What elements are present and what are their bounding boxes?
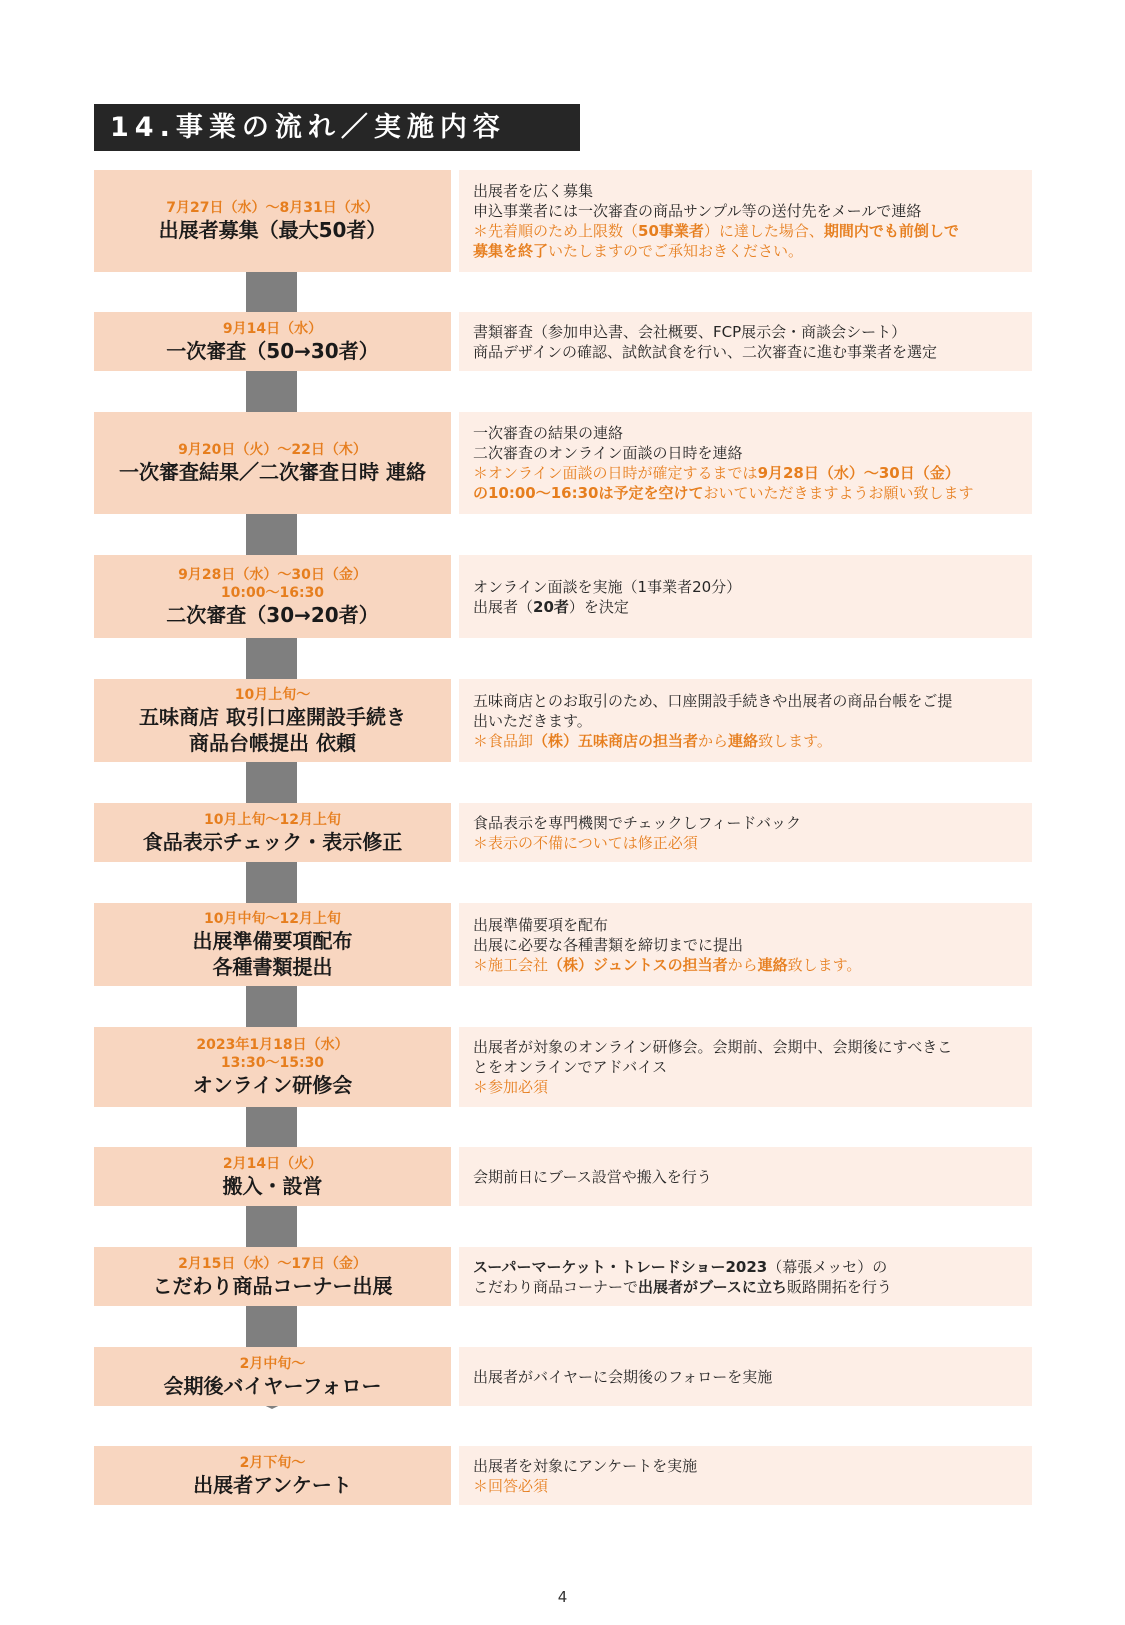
step-label: オンライン研修会 (192, 1073, 353, 1097)
detail-line (473, 1077, 1032, 1097)
step-label: 出展準備要項配布 (192, 928, 353, 953)
flow-step-buyer-follow (0, 1347, 1125, 1406)
detail-line (473, 691, 1032, 711)
detail-line (473, 833, 1032, 853)
step-label: 各種書類提出 (212, 954, 333, 979)
bold-text: 出展者がブースに立ち (638, 1277, 787, 1296)
step-label: 二次審査（30→20者） (166, 602, 379, 627)
detail-line (473, 731, 1032, 751)
step-heading-box (94, 679, 451, 762)
detail-line (473, 1476, 1032, 1496)
detail-line (473, 463, 1032, 483)
detail-line (473, 813, 1032, 833)
note-text: ＊参加必須 (473, 1078, 549, 1096)
step-heading-box (94, 1446, 451, 1505)
detail-line (473, 915, 1032, 935)
emphasis-text: 50事業者 (638, 222, 704, 240)
note-text: ＊施工会社 (473, 955, 549, 974)
step-date: 9月20日（火）～22日（木） (178, 442, 367, 458)
flow-step-label-check (0, 803, 1125, 862)
step-heading-box (94, 803, 451, 862)
step-heading-box (94, 312, 451, 371)
flow-step-survey (0, 1446, 1125, 1505)
detail-text: とをオンラインでアドバイス (473, 1058, 668, 1076)
detail-text: （幕張メッセ）の (767, 1257, 888, 1276)
detail-text: 出展準備要項を配布 (473, 915, 609, 934)
step-date: 7月27日（水）～8月31日（水） (166, 200, 379, 216)
emphasis-text: 連絡 (728, 731, 759, 750)
step-heading-box (94, 903, 451, 986)
detail-text: 五味商店とのお取引のため、口座開設手続きや出展者の商品台帳をご提 (473, 691, 953, 710)
step-detail-box (459, 679, 1032, 762)
note-text: ＊表示の不備については修正必須 (473, 833, 698, 852)
emphasis-text: 9月28日（水）～30日（金） (757, 464, 960, 482)
step-detail-box (459, 412, 1032, 514)
note-text: おいていただきますようお願い致します (703, 484, 974, 502)
step-heading-box (94, 1247, 451, 1306)
step-detail-box (459, 1147, 1032, 1206)
step-date: 2月中旬～ (239, 1355, 306, 1372)
detail-line (473, 483, 1032, 503)
flow-step-result-notice (0, 412, 1125, 514)
flow-step-exhibition (0, 1247, 1125, 1306)
detail-text: 出展者（ (473, 597, 534, 616)
detail-text: 書類審査（参加申込書、会社概要、FCP展示会・商談会シート） (473, 322, 907, 341)
flow-step-online-training (0, 1027, 1125, 1107)
note-text: から (727, 955, 758, 974)
step-detail-box (459, 555, 1032, 638)
note-text: ＊オンライン面談の日時が確定するまでは (473, 464, 758, 482)
detail-line (473, 241, 1032, 261)
detail-text: 出展に必要な各種書類を締切までに提出 (473, 935, 744, 954)
note-text: ＊先着順のため上限数（ (473, 222, 639, 240)
emphasis-text: （株）五味商店の担当者 (533, 731, 699, 750)
page-number: 4 (557, 1588, 568, 1606)
note-text: いたしますのでご承知おきください。 (548, 242, 804, 260)
step-detail-box (459, 1027, 1032, 1107)
detail-line (473, 1277, 1032, 1297)
note-text: から (698, 731, 729, 750)
flow-step-account-opening (0, 679, 1125, 762)
step-heading-box (94, 555, 451, 638)
detail-line (473, 1167, 1032, 1187)
detail-text: オンライン面談を実施（1事業者20分） (473, 577, 742, 596)
flow-step-first-screening (0, 312, 1125, 371)
detail-line (473, 1456, 1032, 1476)
note-text: ＊回答必須 (473, 1476, 549, 1495)
step-label: 五味商店 取引口座開設手続き (139, 704, 406, 729)
step-detail-box (459, 1347, 1032, 1406)
detail-line (473, 1257, 1032, 1277)
detail-line (473, 423, 1032, 443)
step-time: 13:30～15:30 (220, 1055, 325, 1071)
bold-text: スーパーマーケット・トレードショー2023 (473, 1257, 768, 1276)
step-label: 一次審査結果／二次審査日時 連絡 (119, 460, 426, 484)
flow-step-exhibition-prep (0, 903, 1125, 986)
detail-text: 出展者を広く募集 (473, 182, 594, 200)
detail-line (473, 1037, 1032, 1057)
step-heading-box (94, 1027, 451, 1107)
note-text: ）に達した場合、 (703, 222, 824, 240)
note-text: 致します。 (758, 731, 832, 750)
detail-text: 一次審査の結果の連絡 (473, 424, 624, 442)
step-heading-box (94, 1347, 451, 1406)
detail-line (473, 597, 1032, 617)
step-date: 9月14日（水） (222, 320, 323, 337)
step-label: 出展者アンケート (193, 1472, 352, 1497)
step-date: 9月28日（水）～30日（金） (178, 566, 367, 583)
step-date: 10月上旬～12月上旬 (204, 811, 341, 828)
step-detail-box (459, 312, 1032, 371)
step-label: 食品表示チェック・表示修正 (142, 829, 403, 854)
detail-line (473, 181, 1032, 201)
step-label: 出展者募集（最大50者） (158, 218, 387, 242)
note-text: ＊食品卸 (473, 731, 534, 750)
detail-text: 出展者を対象にアンケートを実施 (473, 1456, 698, 1475)
detail-text: 二次審査のオンライン面談の日時を連絡 (473, 444, 743, 462)
bold-text: 20者 (533, 597, 569, 616)
note-text: 致します。 (787, 955, 862, 974)
detail-text: 申込事業者には一次審査の商品サンプル等の送付先をメールで連絡 (473, 202, 922, 220)
step-date: 2月15日（水）～17日（金） (178, 1255, 367, 1272)
emphasis-text: の10:00～16:30は予定を空けて (473, 484, 704, 502)
flow-step-second-screening (0, 555, 1125, 638)
detail-line (473, 1367, 1032, 1387)
step-date: 2月下旬～ (239, 1454, 306, 1471)
detail-line (473, 201, 1032, 221)
detail-line (473, 221, 1032, 241)
detail-line (473, 1057, 1032, 1077)
detail-text: 出いただきます。 (473, 711, 592, 730)
detail-text: ）を決定 (568, 597, 629, 616)
flow-step-setup (0, 1147, 1125, 1206)
step-heading-box (94, 412, 451, 514)
detail-text: 販路開拓を行う (786, 1277, 892, 1296)
emphasis-text: 連絡 (757, 955, 788, 974)
step-date: 10月上旬～ (234, 686, 311, 703)
detail-text: 商品デザインの確認、試飲試食を行い、二次審査に進む事業者を選定 (473, 342, 937, 361)
step-detail-box (459, 803, 1032, 862)
detail-line (473, 443, 1032, 463)
step-detail-box (459, 903, 1032, 986)
detail-line (473, 577, 1032, 597)
step-label: 搬入・設営 (222, 1173, 323, 1198)
flow-step-recruitment (0, 170, 1125, 272)
detail-line (473, 322, 1032, 342)
emphasis-text: 募集を終了 (473, 242, 549, 260)
step-heading-box (94, 1147, 451, 1206)
step-label: 会期後バイヤーフォロー (163, 1373, 382, 1398)
step-detail-box (459, 1446, 1032, 1505)
step-date: 2月14日（火） (222, 1155, 323, 1172)
step-heading-box (94, 170, 451, 272)
detail-text: こだわり商品コーナーで (473, 1277, 639, 1296)
emphasis-text: 期間内でも前倒しで (823, 222, 959, 240)
step-time: 10:00～16:30 (220, 584, 325, 601)
step-label: こだわり商品コーナー出展 (152, 1273, 393, 1298)
detail-line (473, 955, 1032, 975)
step-label: 商品台帳提出 依頼 (189, 730, 356, 755)
detail-text: 出展者がバイヤーに会期後のフォローを実施 (473, 1367, 773, 1386)
detail-text: 食品表示を専門機関でチェックしフィードバック (473, 813, 802, 832)
step-detail-box (459, 1247, 1032, 1306)
detail-line (473, 935, 1032, 955)
step-date: 10月中旬～12月上旬 (204, 910, 341, 927)
detail-text: 出展者が対象のオンライン研修会。会期前、会期中、会期後にすべきこ (473, 1038, 953, 1056)
step-date: 2023年1月18日（水） (196, 1037, 349, 1053)
detail-line (473, 342, 1032, 362)
section-title: 14.事業の流れ／実施内容 (94, 104, 580, 151)
step-label: 一次審査（50→30者） (166, 338, 379, 363)
detail-text: 会期前日にブース設営や搬入を行う (473, 1167, 712, 1186)
detail-line (473, 711, 1032, 731)
step-detail-box (459, 170, 1032, 272)
emphasis-text: （株）ジュントスの担当者 (548, 955, 728, 974)
